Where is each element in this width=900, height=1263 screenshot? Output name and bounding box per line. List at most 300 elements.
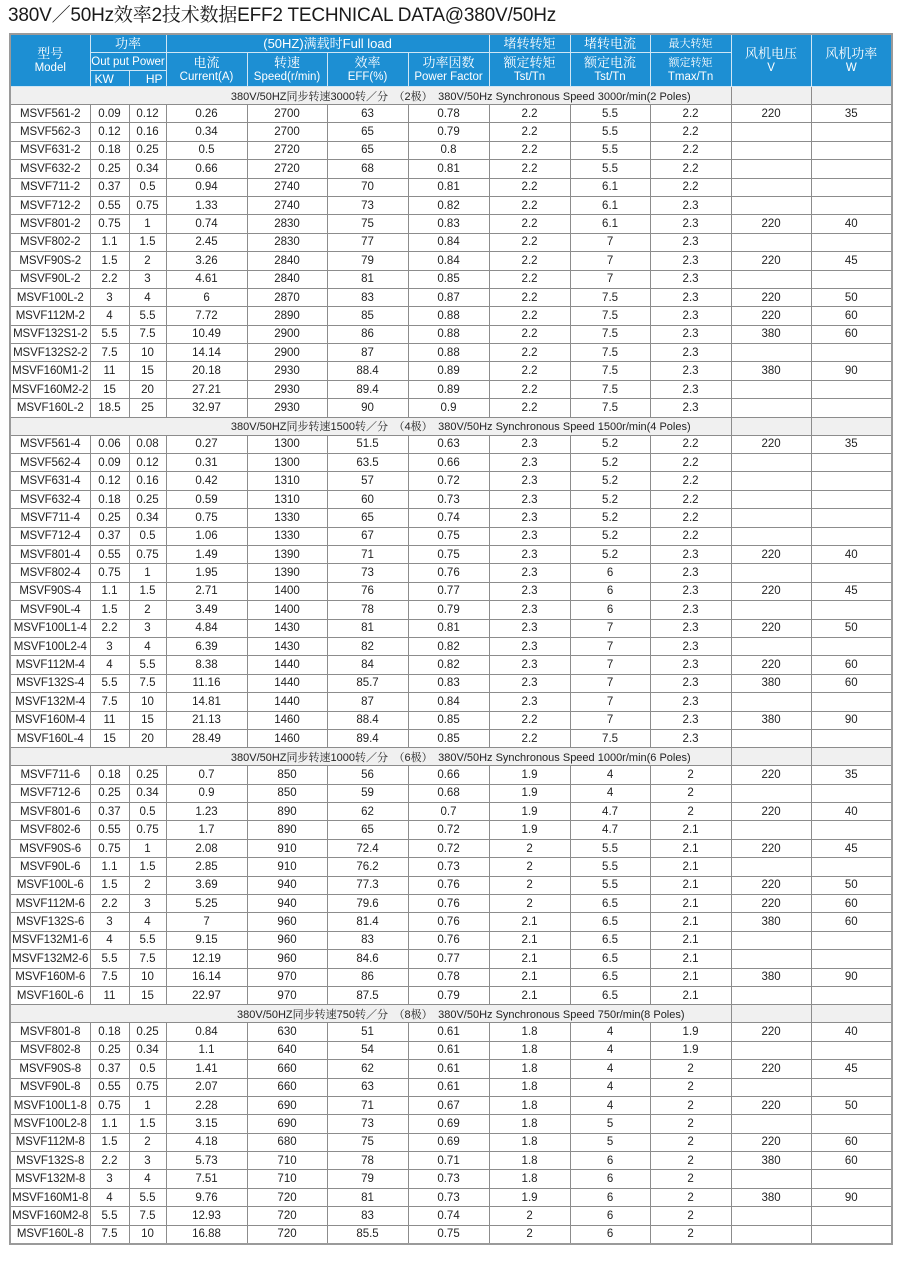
cell-current: 0.9 [166,784,247,802]
cell-ist-in: 5.2 [570,509,650,527]
cell-kw: 2.2 [90,1152,129,1170]
section-label: 380V/50HZ同步转速1500转／分 （4极） 380V/50Hz Synchronous Speed 1500r/min(4 Poles) [10,417,731,435]
cell-speed: 1310 [247,472,327,490]
cell-tst-tn: 1.8 [489,1115,570,1133]
cell-speed: 710 [247,1152,327,1170]
cell-fan-voltage [731,637,811,655]
table-row [10,160,892,178]
cell-efficiency: 73 [327,564,408,582]
cell-model: MSVF132S-6 [10,913,90,931]
cell-current: 0.42 [166,472,247,490]
cell-ist-in: 6.5 [570,895,650,913]
cell-current: 2.08 [166,839,247,857]
table-row [10,711,892,729]
cell-fan-voltage [731,1041,811,1059]
cell-tmax-tn: 2.1 [650,895,731,913]
cell-speed: 720 [247,1225,327,1244]
header-tst-cn1-text: 堵转转矩 [503,35,556,51]
header-tst-cn1 [489,34,570,53]
table-row [10,123,892,141]
cell-kw: 4 [90,656,129,674]
cell-fan-power [811,1225,892,1244]
cell-speed: 2900 [247,344,327,362]
cell-ist-in: 7 [570,233,650,251]
cell-fan-power [811,564,892,582]
cell-efficiency: 63 [327,1078,408,1096]
cell-current: 0.94 [166,178,247,196]
cell-model: MSVF160M2-8 [10,1207,90,1225]
cell-efficiency: 73 [327,1115,408,1133]
cell-ist-in: 4.7 [570,821,650,839]
cell-kw: 15 [90,380,129,398]
cell-tst-tn: 2 [489,839,570,857]
cell-tst-tn: 2.2 [489,123,570,141]
header-fullload-text: (50HZ)满载时Full load [263,35,392,51]
cell-speed: 2840 [247,252,327,270]
cell-efficiency: 77.3 [327,876,408,894]
cell-fan-voltage: 220 [731,803,811,821]
cell-current: 20.18 [166,362,247,380]
cell-tst-tn: 2.3 [489,637,570,655]
cell-efficiency: 85 [327,307,408,325]
cell-fan-voltage [731,380,811,398]
cell-power-factor: 0.61 [408,1041,489,1059]
cell-tmax-tn: 2.1 [650,968,731,986]
table-row [10,399,892,417]
cell-kw: 0.18 [90,141,129,159]
cell-tst-tn: 2.3 [489,564,570,582]
cell-tst-tn: 2.3 [489,619,570,637]
header-ist-cn1 [570,34,650,53]
cell-power-factor: 0.66 [408,766,489,784]
cell-model: MSVF632-4 [10,490,90,508]
cell-power-factor: 0.85 [408,729,489,747]
table-row [10,105,892,123]
cell-efficiency: 63 [327,105,408,123]
cell-tst-tn: 1.9 [489,803,570,821]
cell-power-factor: 0.63 [408,435,489,453]
table-row [10,472,892,490]
cell-kw: 0.06 [90,435,129,453]
table-row [10,1060,892,1078]
cell-power-factor: 0.75 [408,545,489,563]
cell-efficiency: 89.4 [327,729,408,747]
cell-speed: 680 [247,1133,327,1151]
cell-speed: 1460 [247,711,327,729]
cell-tmax-tn: 2.3 [650,288,731,306]
cell-tst-tn: 2.2 [489,105,570,123]
cell-speed: 960 [247,913,327,931]
cell-current: 28.49 [166,729,247,747]
cell-fan-voltage [731,344,811,362]
cell-model: MSVF90L-2 [10,270,90,288]
table-row [10,344,892,362]
cell-power-factor: 0.87 [408,288,489,306]
cell-hp: 0.16 [129,123,166,141]
cell-tmax-tn: 2.2 [650,472,731,490]
cell-current: 0.5 [166,141,247,159]
cell-kw: 0.18 [90,490,129,508]
cell-power-factor: 0.74 [408,509,489,527]
cell-power-factor: 0.82 [408,656,489,674]
cell-tst-tn: 2.3 [489,582,570,600]
cell-model: MSVF802-8 [10,1041,90,1059]
cell-ist-in: 5.2 [570,454,650,472]
cell-kw: 0.55 [90,545,129,563]
cell-fan-power [811,196,892,214]
cell-speed: 960 [247,950,327,968]
cell-tst-tn: 1.9 [489,766,570,784]
cell-tmax-tn: 2.2 [650,435,731,453]
cell-efficiency: 59 [327,784,408,802]
cell-tmax-tn: 2.3 [650,399,731,417]
cell-fan-voltage [731,1207,811,1225]
cell-kw: 0.12 [90,123,129,141]
cell-kw: 15 [90,729,129,747]
cell-tmax-tn: 2.1 [650,839,731,857]
cell-power-factor: 0.88 [408,325,489,343]
table-row [10,858,892,876]
section-blank-cell [731,1005,811,1023]
table-row [10,968,892,986]
cell-efficiency: 81 [327,1188,408,1206]
cell-fan-power: 60 [811,1133,892,1151]
cell-kw: 0.09 [90,105,129,123]
cell-power-factor: 0.85 [408,270,489,288]
cell-fan-voltage: 380 [731,913,811,931]
cell-current: 2.28 [166,1096,247,1114]
cell-kw: 0.37 [90,803,129,821]
header-fanv-cn: 风机电压 [745,45,798,61]
cell-tmax-tn: 2.1 [650,913,731,931]
cell-fan-voltage [731,472,811,490]
cell-model: MSVF631-2 [10,141,90,159]
cell-hp: 0.75 [129,1078,166,1096]
header-fanw-cn: 风机功率 [825,45,878,61]
table-row [10,545,892,563]
cell-model: MSVF132M1-6 [10,931,90,949]
cell-kw: 3 [90,913,129,931]
cell-ist-in: 6 [570,564,650,582]
cell-model: MSVF132S-8 [10,1152,90,1170]
cell-hp: 5.5 [129,656,166,674]
cell-fan-voltage [731,233,811,251]
cell-kw: 0.25 [90,509,129,527]
cell-fan-power [811,123,892,141]
cell-ist-in: 7.5 [570,288,650,306]
cell-efficiency: 77 [327,233,408,251]
cell-hp: 4 [129,288,166,306]
cell-power-factor: 0.81 [408,160,489,178]
cell-current: 16.88 [166,1225,247,1244]
table-row [10,986,892,1004]
cell-power-factor: 0.83 [408,215,489,233]
cell-fan-voltage [731,729,811,747]
cell-ist-in: 6.5 [570,950,650,968]
cell-power-factor: 0.76 [408,564,489,582]
cell-fan-power [811,986,892,1004]
cell-model: MSVF802-6 [10,821,90,839]
cell-tst-tn: 2.2 [489,729,570,747]
cell-ist-in: 7.5 [570,729,650,747]
cell-tst-tn: 2.2 [489,196,570,214]
cell-speed: 940 [247,895,327,913]
cell-tmax-tn: 2.1 [650,821,731,839]
cell-current: 0.84 [166,1023,247,1041]
cell-tmax-tn: 2.1 [650,858,731,876]
cell-tmax-tn: 2.2 [650,123,731,141]
cell-kw: 18.5 [90,399,129,417]
cell-fan-voltage [731,490,811,508]
cell-fan-voltage [731,1225,811,1244]
cell-kw: 0.75 [90,215,129,233]
cell-efficiency: 65 [327,123,408,141]
cell-efficiency: 78 [327,601,408,619]
table-row [10,821,892,839]
cell-efficiency: 83 [327,931,408,949]
table-row [10,178,892,196]
cell-hp: 20 [129,380,166,398]
cell-power-factor: 0.73 [408,1188,489,1206]
table-row [10,1041,892,1059]
cell-hp: 7.5 [129,950,166,968]
table-row [10,288,892,306]
cell-efficiency: 84.6 [327,950,408,968]
cell-tmax-tn: 1.9 [650,1041,731,1059]
cell-model: MSVF112M-2 [10,307,90,325]
cell-hp: 1.5 [129,233,166,251]
cell-fan-voltage: 220 [731,766,811,784]
cell-hp: 0.34 [129,160,166,178]
cell-hp: 10 [129,344,166,362]
cell-current: 0.74 [166,215,247,233]
cell-fan-power [811,950,892,968]
cell-efficiency: 88.4 [327,711,408,729]
table-row [10,766,892,784]
cell-tst-tn: 2.2 [489,160,570,178]
cell-current: 2.71 [166,582,247,600]
cell-kw: 0.55 [90,196,129,214]
table-row [10,362,892,380]
cell-ist-in: 5 [570,1115,650,1133]
cell-fan-voltage [731,454,811,472]
cell-power-factor: 0.84 [408,252,489,270]
cell-fan-power [811,509,892,527]
cell-fan-voltage [731,950,811,968]
cell-power-factor: 0.77 [408,950,489,968]
cell-ist-in: 6.5 [570,913,650,931]
cell-fan-voltage: 380 [731,362,811,380]
table-row [10,1170,892,1188]
cell-efficiency: 83 [327,1207,408,1225]
cell-speed: 1390 [247,545,327,563]
cell-model: MSVF112M-4 [10,656,90,674]
cell-efficiency: 78 [327,1152,408,1170]
cell-fan-power: 35 [811,105,892,123]
cell-tmax-tn: 2.3 [650,545,731,563]
cell-hp: 10 [129,968,166,986]
cell-power-factor: 0.76 [408,895,489,913]
cell-model: MSVF801-2 [10,215,90,233]
cell-ist-in: 6 [570,1170,650,1188]
table-row [10,1096,892,1114]
cell-speed: 1300 [247,454,327,472]
cell-model: MSVF632-2 [10,160,90,178]
cell-model: MSVF90S-4 [10,582,90,600]
cell-kw: 7.5 [90,1225,129,1244]
cell-power-factor: 0.71 [408,1152,489,1170]
cell-model: MSVF90S-2 [10,252,90,270]
cell-power-factor: 0.88 [408,307,489,325]
cell-fan-voltage [731,693,811,711]
technical-data-table [9,33,893,1245]
cell-hp: 2 [129,601,166,619]
cell-current: 0.7 [166,766,247,784]
cell-efficiency: 83 [327,288,408,306]
cell-speed: 2830 [247,215,327,233]
header-current [166,53,247,87]
cell-speed: 940 [247,876,327,894]
cell-kw: 2.2 [90,619,129,637]
cell-model: MSVF712-2 [10,196,90,214]
cell-fan-voltage [731,858,811,876]
cell-efficiency: 87 [327,344,408,362]
cell-speed: 640 [247,1041,327,1059]
cell-current: 1.41 [166,1060,247,1078]
cell-fan-voltage: 380 [731,1152,811,1170]
cell-power-factor: 0.72 [408,839,489,857]
cell-tmax-tn: 2.3 [650,380,731,398]
cell-hp: 0.12 [129,454,166,472]
cell-power-factor: 0.84 [408,233,489,251]
cell-current: 10.49 [166,325,247,343]
cell-tmax-tn: 2.3 [650,215,731,233]
cell-model: MSVF802-4 [10,564,90,582]
cell-tst-tn: 1.8 [489,1023,570,1041]
header-eff-en: EFF(%) [347,70,388,83]
cell-tst-tn: 1.8 [489,1078,570,1096]
cell-current: 8.38 [166,656,247,674]
cell-efficiency: 79.6 [327,895,408,913]
cell-fan-voltage: 220 [731,619,811,637]
cell-speed: 1440 [247,674,327,692]
cell-ist-in: 5.2 [570,527,650,545]
cell-model: MSVF100L-2 [10,288,90,306]
cell-ist-in: 7 [570,711,650,729]
cell-tmax-tn: 2.2 [650,141,731,159]
cell-tmax-tn: 2.2 [650,490,731,508]
cell-fan-power: 50 [811,1096,892,1114]
cell-fan-voltage: 380 [731,1188,811,1206]
cell-tmax-tn: 2 [650,1188,731,1206]
table-header [10,34,892,87]
cell-power-factor: 0.73 [408,490,489,508]
cell-fan-power: 90 [811,1188,892,1206]
cell-current: 7 [166,913,247,931]
cell-tst-tn: 2.3 [489,601,570,619]
cell-tst-tn: 1.8 [489,1041,570,1059]
table-row [10,619,892,637]
cell-tst-tn: 2.3 [489,693,570,711]
cell-fan-power [811,1170,892,1188]
cell-hp: 0.5 [129,527,166,545]
cell-power-factor: 0.74 [408,1207,489,1225]
cell-efficiency: 76.2 [327,858,408,876]
cell-fan-voltage [731,931,811,949]
cell-tmax-tn: 2 [650,1152,731,1170]
table-row [10,729,892,747]
cell-fan-voltage: 220 [731,876,811,894]
cell-fan-power: 35 [811,435,892,453]
cell-kw: 5.5 [90,1207,129,1225]
header-model-en: Model [34,61,66,74]
cell-tmax-tn: 2.3 [650,656,731,674]
cell-ist-in: 4 [570,1041,650,1059]
cell-speed: 1460 [247,729,327,747]
cell-tmax-tn: 2 [650,784,731,802]
cell-speed: 890 [247,803,327,821]
cell-tst-tn: 2.3 [489,454,570,472]
cell-power-factor: 0.7 [408,803,489,821]
cell-ist-in: 5.2 [570,545,650,563]
cell-efficiency: 73 [327,196,408,214]
header-ist-cn2: 额定电流 [584,54,637,70]
cell-current: 1.23 [166,803,247,821]
cell-fan-voltage: 220 [731,1023,811,1041]
cell-kw: 0.37 [90,527,129,545]
cell-efficiency: 70 [327,178,408,196]
table-row [10,196,892,214]
cell-hp: 0.25 [129,766,166,784]
cell-speed: 1300 [247,435,327,453]
cell-model: MSVF160M-4 [10,711,90,729]
table-row [10,637,892,655]
cell-ist-in: 7 [570,674,650,692]
cell-fan-voltage: 220 [731,1060,811,1078]
cell-fan-power: 50 [811,288,892,306]
section-header-row [10,417,892,435]
cell-tmax-tn: 2.3 [650,362,731,380]
cell-current: 14.14 [166,344,247,362]
cell-model: MSVF160M1-2 [10,362,90,380]
cell-efficiency: 72.4 [327,839,408,857]
cell-tmax-tn: 2.3 [650,252,731,270]
cell-tst-tn: 1.9 [489,784,570,802]
table-row [10,141,892,159]
cell-current: 12.19 [166,950,247,968]
cell-efficiency: 63.5 [327,454,408,472]
cell-current: 5.73 [166,1152,247,1170]
cell-hp: 0.75 [129,545,166,563]
cell-current: 7.72 [166,307,247,325]
cell-kw: 0.75 [90,839,129,857]
cell-fan-voltage [731,270,811,288]
cell-power-factor: 0.68 [408,784,489,802]
cell-current: 4.18 [166,1133,247,1151]
cell-fan-power: 50 [811,876,892,894]
cell-kw: 0.55 [90,1078,129,1096]
cell-fan-power [811,454,892,472]
cell-speed: 2930 [247,380,327,398]
header-ist-cn1-text: 堵转电流 [584,35,637,51]
header-speed [247,53,327,87]
cell-power-factor: 0.89 [408,380,489,398]
cell-fan-voltage [731,178,811,196]
section-header-row [10,87,892,105]
cell-efficiency: 87.5 [327,986,408,1004]
cell-power-factor: 0.61 [408,1060,489,1078]
table-row [10,803,892,821]
